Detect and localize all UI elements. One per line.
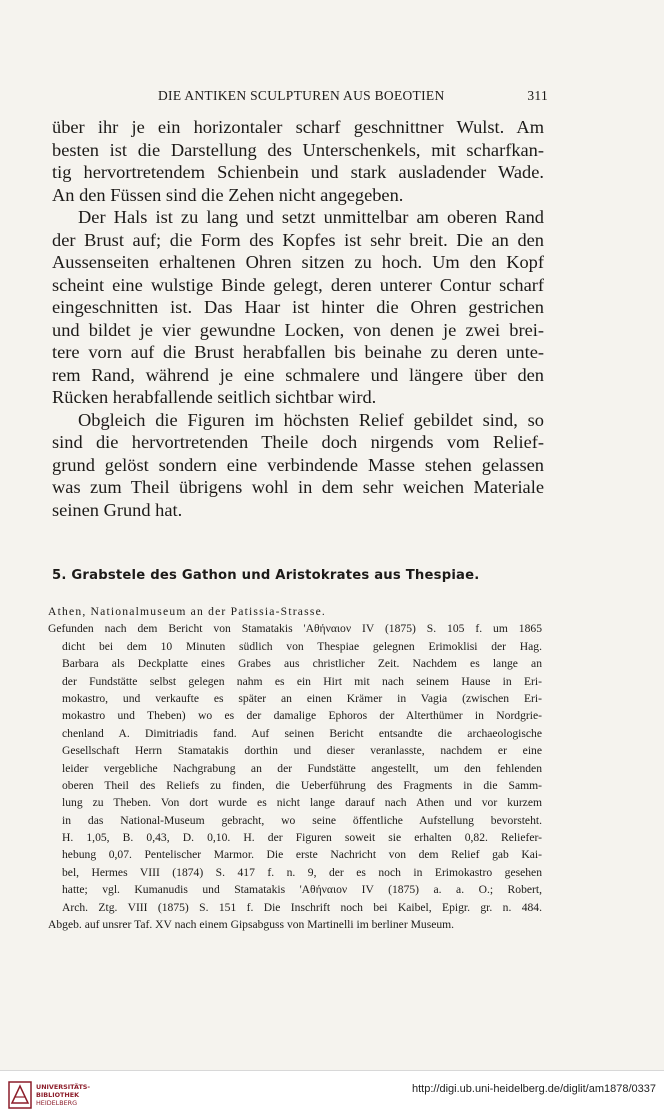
body-line: tig hervortretendem Schienbein und stark ausladender Wade. bbox=[52, 162, 544, 182]
note-line: Gesellschaft Herrn Stamatakis dorthin und dieser veranlasste, nachdem er eine bbox=[62, 744, 542, 758]
section-heading: 5. Grabstele des Gathon und Aristokrates aus Thespiae. bbox=[52, 568, 480, 583]
note-line: Arch. Ztg. VIII (1875) S. 151 f. Die Inschrift noch bei Kaibel, Epigr. gr. n. 484. bbox=[62, 900, 542, 914]
body-line: An den Füssen sind die Zehen nicht angegeben. bbox=[52, 184, 404, 205]
note-line: Barbara als Deckplatte eines Grabes aus christlicher Zeit. Nachdem es lange an bbox=[62, 657, 542, 671]
body-line: tere vorn auf die Brust herabfallen bis beinahe zu deren unte- bbox=[52, 342, 544, 362]
note-line: leider vergebliche Nachgrabung an der Fundstätte angestellt, um den fehlenden bbox=[62, 761, 542, 775]
note-line: Athen, Nationalmuseum an der Patissia-Strasse. bbox=[48, 605, 327, 618]
body-line: und bildet je vier gewundne Locken, von denen je zwei brei- bbox=[52, 319, 544, 340]
note-line: in das National-Museum gebracht, wo seine öffentliche Aufstellung bevorsteht. bbox=[62, 813, 542, 827]
page-number: 311 bbox=[527, 88, 548, 103]
library-name-line: HEIDELBERG bbox=[36, 1099, 78, 1107]
body-line: Der Hals ist zu lang und setzt unmittelbar am oberen Rand bbox=[78, 207, 544, 227]
note-line: oberen Theil des Reliefs zu finden, die Ueberführung des Fragments in die Samm- bbox=[62, 778, 542, 792]
note-line: chenland A. Dimitriadis fand. Auf seinen Bericht entsandte die archaeologische bbox=[62, 726, 542, 740]
viewer-footer bbox=[0, 1070, 664, 1118]
library-logo[interactable] bbox=[8, 1081, 128, 1111]
note-line: dicht bei dem 10 Minuten südlich von Thespiae gelegnen Erimoklisi der Hag. bbox=[62, 639, 542, 653]
note-line: lung zu Theben. Von dort wurde es nicht lange darauf nach Athen und vor kurzem bbox=[62, 796, 542, 810]
body-line: was zum Theil übrigens wohl in dem sehr weichen Materiale bbox=[52, 477, 544, 497]
note-line: bel, Hermes VIII (1874) S. 417 f. n. 9, der es noch in Erimokastro gesehen bbox=[62, 865, 542, 879]
library-name bbox=[36, 1083, 90, 1107]
body-line: Aussenseiten erhaltenen Ohren sitzen zu hoch. Um den Kopf bbox=[52, 252, 544, 272]
notes bbox=[48, 603, 542, 933]
body-line: Obgleich die Figuren im höchsten Relief gebildet sind, so bbox=[78, 409, 544, 430]
body-line: seinen Grund hat. bbox=[52, 499, 183, 520]
body-line: Rücken herabfallende seitlich sichtbar wird. bbox=[52, 387, 377, 407]
body-line: der Brust auf; die Form des Kopfes ist sehr breit. Die an den bbox=[52, 229, 544, 250]
body-text bbox=[52, 116, 544, 521]
body-line: besten ist die Darstellung des Unterschenkels, mit scharfkan- bbox=[52, 139, 544, 160]
note-line: Abgeb. auf unsrer Taf. XV nach einem Gipsabguss von Martinelli im berliner Museum. bbox=[48, 918, 455, 932]
body-line: sind die hervortretenden Theile doch nirgends vom Relief- bbox=[52, 432, 544, 452]
note-line: H. 1,05, B. 0,43, D. 0,10. H. der Figuren soweit sie erhalten 0,82. Reliefer- bbox=[62, 831, 542, 845]
body-line: rem Rand, während je eine schmalere und längere über den bbox=[52, 364, 544, 385]
body-line: über ihr je ein horizontaler scharf geschnittner Wulst. Am bbox=[52, 117, 544, 137]
running-title: DIE ANTIKEN SCULPTUREN AUS BOEOTIEN bbox=[158, 88, 445, 103]
body-line: scheint eine wulstige Binde gelegt, deren unterer Contur scharf bbox=[52, 274, 544, 295]
permalink-url[interactable]: http://digi.ub.uni-heidelberg.de/diglit/am1878/0337 bbox=[411, 1083, 656, 1095]
library-name-line: BIBLIOTHEK bbox=[36, 1091, 80, 1099]
library-seal-icon bbox=[8, 1081, 32, 1109]
body-line: eingeschnitten ist. Das Haar ist hinter die Ohren gestrichen bbox=[52, 297, 544, 317]
note-line: Gefunden nach dem Bericht von Stamatakis 'Αθήναιον IV (1875) S. 105 f. um 1865 bbox=[48, 622, 542, 636]
note-line: mokastro, und verkaufte es später an einen Krämer in Vagia (zwischen Eri- bbox=[62, 691, 542, 705]
note-line: hebung 0,07. Pentelischer Marmor. Die erste Nachricht von dem Relief gab Kai- bbox=[62, 848, 542, 862]
note-line: hatte; vgl. Kumanudis und Stamatakis 'Αθήναιον IV (1875) a. a. O.; Robert, bbox=[62, 883, 542, 897]
library-name-line: UNIVERSITÄTS- bbox=[36, 1083, 91, 1091]
note-line: der Fundstätte selbst gelegen nahm es ein Hirt mit nach seinem Hause in Eri- bbox=[62, 674, 542, 688]
note-line: mokastro und Theben) wo es der damalige Ephoros der Alterthümer in Nordgrie- bbox=[62, 709, 542, 723]
body-line: grund gelöst sondern eine verbindende Masse stehen gelassen bbox=[52, 454, 544, 475]
running-head bbox=[52, 88, 548, 106]
